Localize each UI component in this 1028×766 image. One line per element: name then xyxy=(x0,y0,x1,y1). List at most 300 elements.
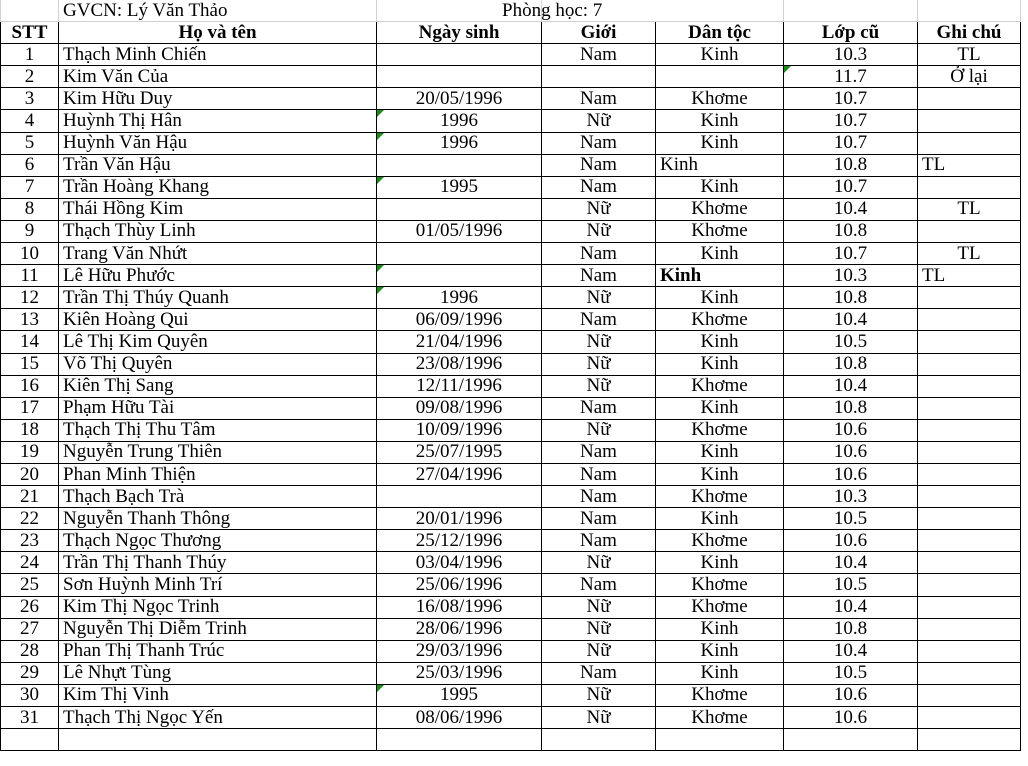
note-cell[interactable] xyxy=(918,198,1021,220)
old-class-cell[interactable] xyxy=(784,640,918,662)
old-class-cell[interactable] xyxy=(784,397,918,419)
dob-cell-text: 29/03/1996 xyxy=(415,640,503,662)
ethnicity-cell-text: Khơme xyxy=(691,706,748,728)
stt-cell[interactable] xyxy=(1,618,59,640)
ethnicity-cell[interactable] xyxy=(656,44,784,66)
stt-cell[interactable] xyxy=(1,353,59,375)
gender-cell-text: Nam xyxy=(580,176,617,198)
old-class-cell-text: 10.8 xyxy=(833,397,868,419)
name-cell-text: Huỳnh Văn Hậu xyxy=(63,132,188,154)
note-cell[interactable] xyxy=(918,662,1021,684)
name-cell-text: Kim Thị Ngọc Trinh xyxy=(63,596,220,618)
stt-cell[interactable] xyxy=(1,243,59,265)
ethnicity-cell[interactable] xyxy=(656,176,784,198)
stt-cell[interactable] xyxy=(1,574,59,596)
ethnicity-cell[interactable] xyxy=(656,463,784,485)
error-indicator-icon xyxy=(377,265,384,272)
name-cell[interactable] xyxy=(59,508,377,530)
note-cell[interactable] xyxy=(918,596,1021,618)
old-class-cell-text: 10.5 xyxy=(833,573,868,595)
note-cell[interactable] xyxy=(918,176,1021,198)
ethnicity-cell[interactable] xyxy=(656,243,784,265)
name-cell[interactable] xyxy=(59,441,377,463)
note-cell[interactable] xyxy=(918,44,1021,66)
dob-cell[interactable] xyxy=(377,331,542,353)
note-cell[interactable] xyxy=(918,419,1021,441)
old-class-cell[interactable] xyxy=(784,684,918,706)
old-class-cell[interactable] xyxy=(784,419,918,441)
dob-cell[interactable] xyxy=(377,287,542,309)
dob-cell[interactable] xyxy=(377,397,542,419)
gender-cell[interactable] xyxy=(542,419,656,441)
name-cell[interactable] xyxy=(59,243,377,265)
old-class-cell[interactable] xyxy=(784,707,918,729)
note-cell[interactable] xyxy=(918,375,1021,397)
dob-cell-text: 27/04/1996 xyxy=(415,463,503,485)
empty-cell[interactable] xyxy=(918,729,1021,751)
dob-cell[interactable] xyxy=(377,198,542,220)
gender-cell[interactable] xyxy=(542,353,656,375)
empty-cell[interactable] xyxy=(784,729,918,751)
table-row xyxy=(1,707,1021,729)
dob-cell[interactable] xyxy=(377,353,542,375)
dob-cell[interactable] xyxy=(377,265,542,287)
stt-cell[interactable] xyxy=(1,287,59,309)
cell[interactable] xyxy=(918,0,1021,22)
error-indicator-icon xyxy=(784,66,791,73)
table-row xyxy=(1,684,1021,706)
dob-cell-text: 1996 xyxy=(440,286,478,308)
name-cell-text: Kim Hữu Duy xyxy=(63,87,173,109)
empty-cell[interactable] xyxy=(542,729,656,751)
empty-cell[interactable] xyxy=(59,729,377,751)
old-class-cell[interactable] xyxy=(784,596,918,618)
dob-cell-text: 25/07/1995 xyxy=(415,441,503,463)
gender-cell-text: Nữ xyxy=(586,618,611,640)
gender-cell-text: Nữ xyxy=(586,220,611,242)
gender-cell[interactable] xyxy=(542,574,656,596)
dob-cell[interactable] xyxy=(377,441,542,463)
name-cell[interactable] xyxy=(59,707,377,729)
ethnicity-cell-text: Kinh xyxy=(700,176,739,198)
old-class-cell[interactable] xyxy=(784,309,918,331)
stt-cell[interactable] xyxy=(1,707,59,729)
table-row xyxy=(1,154,1021,176)
gender-cell[interactable] xyxy=(542,243,656,265)
table-row xyxy=(1,287,1021,309)
name-cell[interactable] xyxy=(59,331,377,353)
stt-cell[interactable] xyxy=(1,662,59,684)
ethnicity-cell[interactable] xyxy=(656,508,784,530)
ethnicity-cell[interactable] xyxy=(656,397,784,419)
old-class-cell[interactable] xyxy=(784,154,918,176)
empty-cell[interactable] xyxy=(1,729,59,751)
name-cell[interactable] xyxy=(59,419,377,441)
ethnicity-cell[interactable] xyxy=(656,486,784,508)
dob-cell[interactable] xyxy=(377,88,542,110)
ethnicity-cell[interactable] xyxy=(656,684,784,706)
empty-cell[interactable] xyxy=(377,729,542,751)
ethnicity-cell[interactable] xyxy=(656,530,784,552)
ethnicity-cell[interactable] xyxy=(656,441,784,463)
old-class-cell-text: 10.3 xyxy=(833,264,868,286)
name-cell[interactable] xyxy=(59,66,377,88)
ethnicity-cell-text: Kinh xyxy=(700,618,739,640)
ethnicity-cell[interactable] xyxy=(656,552,784,574)
note-cell[interactable] xyxy=(918,265,1021,287)
name-cell[interactable] xyxy=(59,618,377,640)
note-cell[interactable] xyxy=(918,441,1021,463)
stt-cell[interactable] xyxy=(1,463,59,485)
stt-cell[interactable] xyxy=(1,220,59,242)
name-cell-text: Phạm Hữu Tài xyxy=(63,397,175,419)
note-cell[interactable] xyxy=(918,684,1021,706)
stt-cell[interactable] xyxy=(1,552,59,574)
dob-cell[interactable] xyxy=(377,707,542,729)
stt-cell[interactable] xyxy=(1,331,59,353)
gender-cell-text: Nữ xyxy=(586,353,611,375)
stt-cell[interactable] xyxy=(1,132,59,154)
header-row xyxy=(1,22,1021,44)
old-class-cell-text: 10.5 xyxy=(833,507,868,529)
header-dob[interactable]: Ngày sinh xyxy=(377,22,542,44)
ethnicity-cell[interactable] xyxy=(656,66,784,88)
dob-cell[interactable] xyxy=(377,596,542,618)
note-cell[interactable] xyxy=(918,618,1021,640)
header-ethnicity[interactable]: Dân tộc xyxy=(656,22,784,44)
gender-cell[interactable] xyxy=(542,88,656,110)
gender-cell[interactable] xyxy=(542,463,656,485)
name-cell-text: Lê Thị Kim Quyên xyxy=(63,330,208,352)
old-class-cell[interactable] xyxy=(784,331,918,353)
table-row xyxy=(1,265,1021,287)
gender-cell[interactable] xyxy=(542,176,656,198)
dob-cell[interactable] xyxy=(377,640,542,662)
ethnicity-cell[interactable] xyxy=(656,419,784,441)
note-cell[interactable] xyxy=(918,640,1021,662)
name-cell[interactable] xyxy=(59,552,377,574)
table-row xyxy=(1,486,1021,508)
stt-cell[interactable] xyxy=(1,44,59,66)
dob-cell[interactable] xyxy=(377,618,542,640)
old-class-cell[interactable] xyxy=(784,287,918,309)
old-class-cell[interactable] xyxy=(784,375,918,397)
ethnicity-cell[interactable] xyxy=(656,596,784,618)
note-cell[interactable] xyxy=(918,243,1021,265)
ethnicity-cell[interactable] xyxy=(656,640,784,662)
header-old-class[interactable]: Lớp cũ xyxy=(784,22,918,44)
name-cell[interactable] xyxy=(59,353,377,375)
gender-cell[interactable] xyxy=(542,198,656,220)
dob-cell-text: 09/08/1996 xyxy=(415,397,503,419)
note-cell[interactable] xyxy=(918,331,1021,353)
old-class-cell[interactable] xyxy=(784,574,918,596)
note-cell[interactable] xyxy=(918,508,1021,530)
teacher-label[interactable]: GVCN: Lý Văn Thảo xyxy=(59,0,377,22)
name-cell[interactable] xyxy=(59,662,377,684)
old-class-cell-text: 10.7 xyxy=(833,176,868,198)
gender-cell-text: Nam xyxy=(580,264,617,286)
gender-cell[interactable] xyxy=(542,618,656,640)
ethnicity-cell[interactable] xyxy=(656,353,784,375)
name-cell[interactable] xyxy=(59,44,377,66)
gender-cell[interactable] xyxy=(542,640,656,662)
name-cell[interactable] xyxy=(59,88,377,110)
ethnicity-cell[interactable] xyxy=(656,198,784,220)
name-cell[interactable] xyxy=(59,397,377,419)
note-cell[interactable] xyxy=(918,110,1021,132)
cell[interactable] xyxy=(784,0,918,22)
old-class-cell[interactable] xyxy=(784,441,918,463)
dob-cell[interactable] xyxy=(377,220,542,242)
old-class-cell[interactable] xyxy=(784,198,918,220)
note-cell[interactable] xyxy=(918,88,1021,110)
old-class-cell[interactable] xyxy=(784,110,918,132)
old-class-cell[interactable] xyxy=(784,530,918,552)
note-cell[interactable] xyxy=(918,66,1021,88)
gender-cell[interactable] xyxy=(542,265,656,287)
stt-cell[interactable] xyxy=(1,88,59,110)
dob-cell-text: 25/03/1996 xyxy=(415,662,503,684)
stt-cell[interactable] xyxy=(1,419,59,441)
dob-cell-text: 1995 xyxy=(440,684,478,706)
old-class-cell[interactable] xyxy=(784,88,918,110)
note-cell-text: TL xyxy=(922,154,946,176)
stt-cell-text: 14 xyxy=(20,330,39,352)
ethnicity-cell[interactable] xyxy=(656,707,784,729)
ethnicity-cell-text: Kinh xyxy=(700,441,739,463)
old-class-cell[interactable] xyxy=(784,486,918,508)
dob-cell[interactable] xyxy=(377,486,542,508)
old-class-cell[interactable] xyxy=(784,44,918,66)
header-gender[interactable]: Giới xyxy=(542,22,656,44)
stt-cell[interactable] xyxy=(1,596,59,618)
name-cell-text: Thạch Thùy Linh xyxy=(63,220,196,242)
name-cell[interactable] xyxy=(59,463,377,485)
table-row xyxy=(1,66,1021,88)
old-class-cell[interactable] xyxy=(784,220,918,242)
stt-cell-text: 23 xyxy=(20,529,39,551)
dob-cell[interactable] xyxy=(377,463,542,485)
old-class-cell[interactable] xyxy=(784,463,918,485)
header-name[interactable]: Họ và tên xyxy=(59,22,377,44)
old-class-cell[interactable] xyxy=(784,176,918,198)
ethnicity-cell[interactable] xyxy=(656,662,784,684)
gender-cell-text: Nam xyxy=(580,441,617,463)
old-class-cell-text: 10.3 xyxy=(833,43,868,65)
dob-cell[interactable] xyxy=(377,530,542,552)
gender-cell[interactable] xyxy=(542,132,656,154)
stt-cell[interactable] xyxy=(1,486,59,508)
stt-cell[interactable] xyxy=(1,309,59,331)
old-class-cell[interactable] xyxy=(784,353,918,375)
dob-cell[interactable] xyxy=(377,132,542,154)
ethnicity-cell[interactable] xyxy=(656,154,784,176)
name-cell[interactable] xyxy=(59,309,377,331)
name-cell[interactable] xyxy=(59,486,377,508)
dob-cell[interactable] xyxy=(377,574,542,596)
gender-cell[interactable] xyxy=(542,707,656,729)
name-cell[interactable] xyxy=(59,375,377,397)
gender-cell[interactable] xyxy=(542,530,656,552)
ethnicity-cell-text: Kinh xyxy=(660,154,698,176)
name-cell-text: Trần Văn Hậu xyxy=(63,154,171,176)
old-class-cell[interactable] xyxy=(784,618,918,640)
dob-cell[interactable] xyxy=(377,552,542,574)
name-cell[interactable] xyxy=(59,684,377,706)
note-cell[interactable] xyxy=(918,552,1021,574)
gender-cell-text: Nam xyxy=(580,132,617,154)
dob-cell[interactable] xyxy=(377,66,542,88)
gender-cell[interactable] xyxy=(542,662,656,684)
cell[interactable] xyxy=(1,0,59,22)
dob-cell[interactable] xyxy=(377,176,542,198)
stt-cell[interactable] xyxy=(1,154,59,176)
dob-cell[interactable] xyxy=(377,44,542,66)
stt-cell[interactable] xyxy=(1,397,59,419)
note-cell[interactable] xyxy=(918,353,1021,375)
stt-cell[interactable] xyxy=(1,176,59,198)
note-cell[interactable] xyxy=(918,486,1021,508)
ethnicity-cell-text: Kinh xyxy=(700,353,739,375)
ethnicity-cell[interactable] xyxy=(656,220,784,242)
gender-cell[interactable] xyxy=(542,684,656,706)
gender-cell[interactable] xyxy=(542,110,656,132)
ethnicity-cell-text: Khơme xyxy=(691,198,748,220)
gender-cell[interactable] xyxy=(542,331,656,353)
stt-cell[interactable] xyxy=(1,66,59,88)
name-cell[interactable] xyxy=(59,596,377,618)
dob-cell[interactable] xyxy=(377,154,542,176)
note-cell[interactable] xyxy=(918,463,1021,485)
dob-cell[interactable] xyxy=(377,508,542,530)
ethnicity-cell-text: Kinh xyxy=(700,551,739,573)
name-cell-text: Sơn Huỳnh Minh Trí xyxy=(63,573,223,595)
stt-cell[interactable] xyxy=(1,110,59,132)
ethnicity-cell-text: Khơme xyxy=(691,596,748,618)
old-class-cell[interactable] xyxy=(784,552,918,574)
gender-cell-text: Nam xyxy=(580,573,617,595)
stt-cell[interactable] xyxy=(1,441,59,463)
gender-cell[interactable] xyxy=(542,486,656,508)
gender-cell[interactable] xyxy=(542,44,656,66)
ethnicity-cell[interactable] xyxy=(656,265,784,287)
gender-cell[interactable] xyxy=(542,154,656,176)
name-cell[interactable] xyxy=(59,265,377,287)
name-cell[interactable] xyxy=(59,176,377,198)
gender-cell[interactable] xyxy=(542,66,656,88)
header-stt[interactable]: STT xyxy=(1,22,59,44)
gender-cell-text: Nam xyxy=(580,485,617,507)
old-class-cell[interactable] xyxy=(784,265,918,287)
name-cell[interactable] xyxy=(59,640,377,662)
empty-cell[interactable] xyxy=(656,729,784,751)
ethnicity-cell[interactable] xyxy=(656,88,784,110)
stt-cell[interactable] xyxy=(1,684,59,706)
old-class-cell-text: 10.6 xyxy=(833,463,868,485)
room-label[interactable]: Phòng học: 7 xyxy=(542,0,784,22)
note-cell[interactable] xyxy=(918,707,1021,729)
name-cell[interactable] xyxy=(59,530,377,552)
old-class-cell[interactable] xyxy=(784,132,918,154)
old-class-cell-text: 10.7 xyxy=(833,110,868,132)
old-class-cell[interactable] xyxy=(784,243,918,265)
gender-cell[interactable] xyxy=(542,596,656,618)
note-cell[interactable] xyxy=(918,397,1021,419)
dob-cell[interactable] xyxy=(377,243,542,265)
name-cell[interactable] xyxy=(59,154,377,176)
note-cell[interactable] xyxy=(918,574,1021,596)
note-cell[interactable] xyxy=(918,287,1021,309)
dob-cell[interactable] xyxy=(377,419,542,441)
stt-cell[interactable] xyxy=(1,640,59,662)
note-cell[interactable] xyxy=(918,132,1021,154)
header-note[interactable]: Ghi chú xyxy=(918,22,1021,44)
name-cell[interactable] xyxy=(59,220,377,242)
table-row xyxy=(1,198,1021,220)
stt-cell[interactable] xyxy=(1,508,59,530)
name-cell-text: Phan Minh Thiện xyxy=(63,463,196,485)
dob-cell-text: 25/06/1996 xyxy=(415,573,503,595)
dob-cell-text: 01/05/1996 xyxy=(415,220,503,242)
ethnicity-cell[interactable] xyxy=(656,110,784,132)
note-cell[interactable] xyxy=(918,220,1021,242)
ethnicity-cell[interactable] xyxy=(656,287,784,309)
ethnicity-cell[interactable] xyxy=(656,309,784,331)
old-class-cell[interactable] xyxy=(784,508,918,530)
name-cell[interactable] xyxy=(59,287,377,309)
stt-cell[interactable] xyxy=(1,198,59,220)
name-cell[interactable] xyxy=(59,198,377,220)
ethnicity-cell[interactable] xyxy=(656,574,784,596)
table-row xyxy=(1,309,1021,331)
ethnicity-cell[interactable] xyxy=(656,331,784,353)
note-cell[interactable] xyxy=(918,309,1021,331)
stt-cell[interactable] xyxy=(1,375,59,397)
stt-cell[interactable] xyxy=(1,530,59,552)
name-cell[interactable] xyxy=(59,110,377,132)
note-cell[interactable] xyxy=(918,154,1021,176)
dob-cell[interactable] xyxy=(377,110,542,132)
dob-cell[interactable] xyxy=(377,375,542,397)
note-cell[interactable] xyxy=(918,530,1021,552)
old-class-cell-text: 10.6 xyxy=(833,441,868,463)
gender-cell[interactable] xyxy=(542,220,656,242)
gender-cell[interactable] xyxy=(542,552,656,574)
dob-cell[interactable] xyxy=(377,684,542,706)
dob-cell[interactable] xyxy=(377,662,542,684)
old-class-cell-text: 10.8 xyxy=(833,353,868,375)
gender-cell[interactable] xyxy=(542,287,656,309)
gender-cell[interactable] xyxy=(542,309,656,331)
ethnicity-cell[interactable] xyxy=(656,618,784,640)
old-class-cell[interactable] xyxy=(784,66,918,88)
ethnicity-cell[interactable] xyxy=(656,375,784,397)
old-class-cell[interactable] xyxy=(784,662,918,684)
ethnicity-cell-text: Khơme xyxy=(691,308,748,330)
name-cell[interactable] xyxy=(59,574,377,596)
gender-cell[interactable] xyxy=(542,508,656,530)
ethnicity-cell[interactable] xyxy=(656,132,784,154)
name-cell-text: Kiên Thị Sang xyxy=(63,375,174,397)
name-cell[interactable] xyxy=(59,132,377,154)
dob-cell[interactable] xyxy=(377,309,542,331)
gender-cell[interactable] xyxy=(542,397,656,419)
stt-cell[interactable] xyxy=(1,265,59,287)
gender-cell[interactable] xyxy=(542,375,656,397)
gender-cell[interactable] xyxy=(542,441,656,463)
table-row xyxy=(1,88,1021,110)
